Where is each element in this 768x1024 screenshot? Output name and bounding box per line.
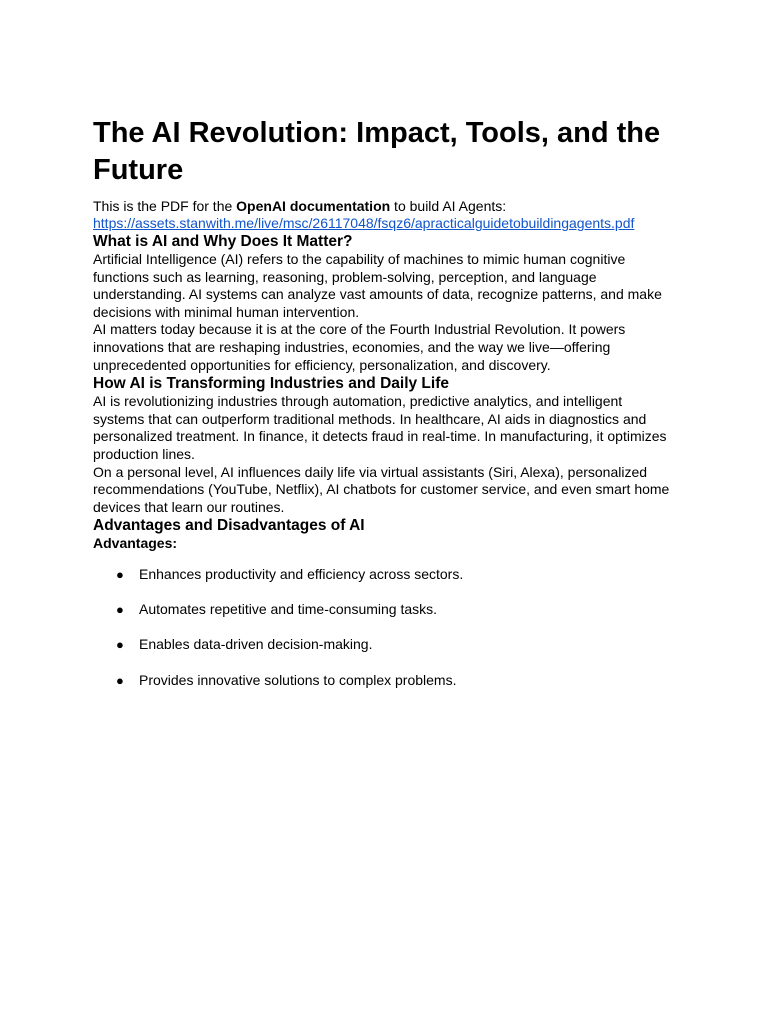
advantages-label: Advantages: (93, 535, 178, 552)
section-heading-what-is-ai: What is AI and Why Does It Matter? (93, 233, 353, 250)
list-item-text: Automates repetitive and time-consuming tasks. (139, 601, 438, 618)
list-item-text: Enables data-driven decision-making. (139, 636, 373, 653)
advantages-list (93, 566, 676, 689)
list-item (93, 636, 676, 653)
intro-prefix: This is the PDF for the (93, 198, 237, 214)
bullet-icon: ● (116, 673, 124, 689)
list-item-text: Provides innovative solutions to complex problems. (139, 672, 457, 689)
paragraph-ai-matters: AI matters today because it is at the core of the Fourth Industrial Revolution. It powers innovations that are reshaping industries, economies, and the way we live—offering unprecedented opportunities for efficiency, personalization, and discovery. (93, 321, 626, 373)
bullet-icon: ● (116, 602, 124, 618)
pdf-link[interactable]: https://assets.stanwith.me/live/msc/26117048/fsqz6/apracticalguidetobuildingagents.pdf (93, 215, 635, 231)
section-heading-transforming: How AI is Transforming Industries and Daily Life (93, 375, 449, 393)
bullet-icon: ● (116, 637, 124, 653)
paragraph-industries: AI is revolutionizing industries through automation, predictive analytics, and intelligent systems that can outperform traditional methods. In healthcare, AI aids in diagnostics and personalized treatment. In finance, it detects fraud in real-time. In manufacturing, it optimizes production lines. (93, 393, 667, 462)
intro-suffix: to build AI Agents: (390, 198, 507, 214)
document-title: The AI Revolution: Impact, Tools, and the Future (93, 117, 661, 186)
paragraph-ai-definition: Artificial Intelligence (AI) refers to the capability of machines to mimic human cognitive functions such as learning, reasoning, problem-solving, perception, and language understanding. AI systems can analyze vast amounts of data, recognize patterns, and make decisions with minimal human intervention. (93, 251, 662, 320)
intro-paragraph (93, 198, 676, 232)
list-item (93, 672, 676, 689)
list-item (93, 601, 676, 618)
list-item-text: Enhances productivity and efficiency across sectors. (139, 566, 464, 583)
bullet-icon: ● (116, 567, 124, 583)
intro-bold-text: OpenAI documentation (236, 198, 391, 214)
section-heading-advantages-disadvantages: Advantages and Disadvantages of AI (93, 517, 365, 535)
list-item (93, 566, 676, 583)
paragraph-daily-life: On a personal level, AI influences daily life via virtual assistants (Siri, Alexa), personalized recommendations (YouTube, Netflix), AI chatbots for customer service, and even smart home devices that learn our routines. (93, 463, 670, 515)
